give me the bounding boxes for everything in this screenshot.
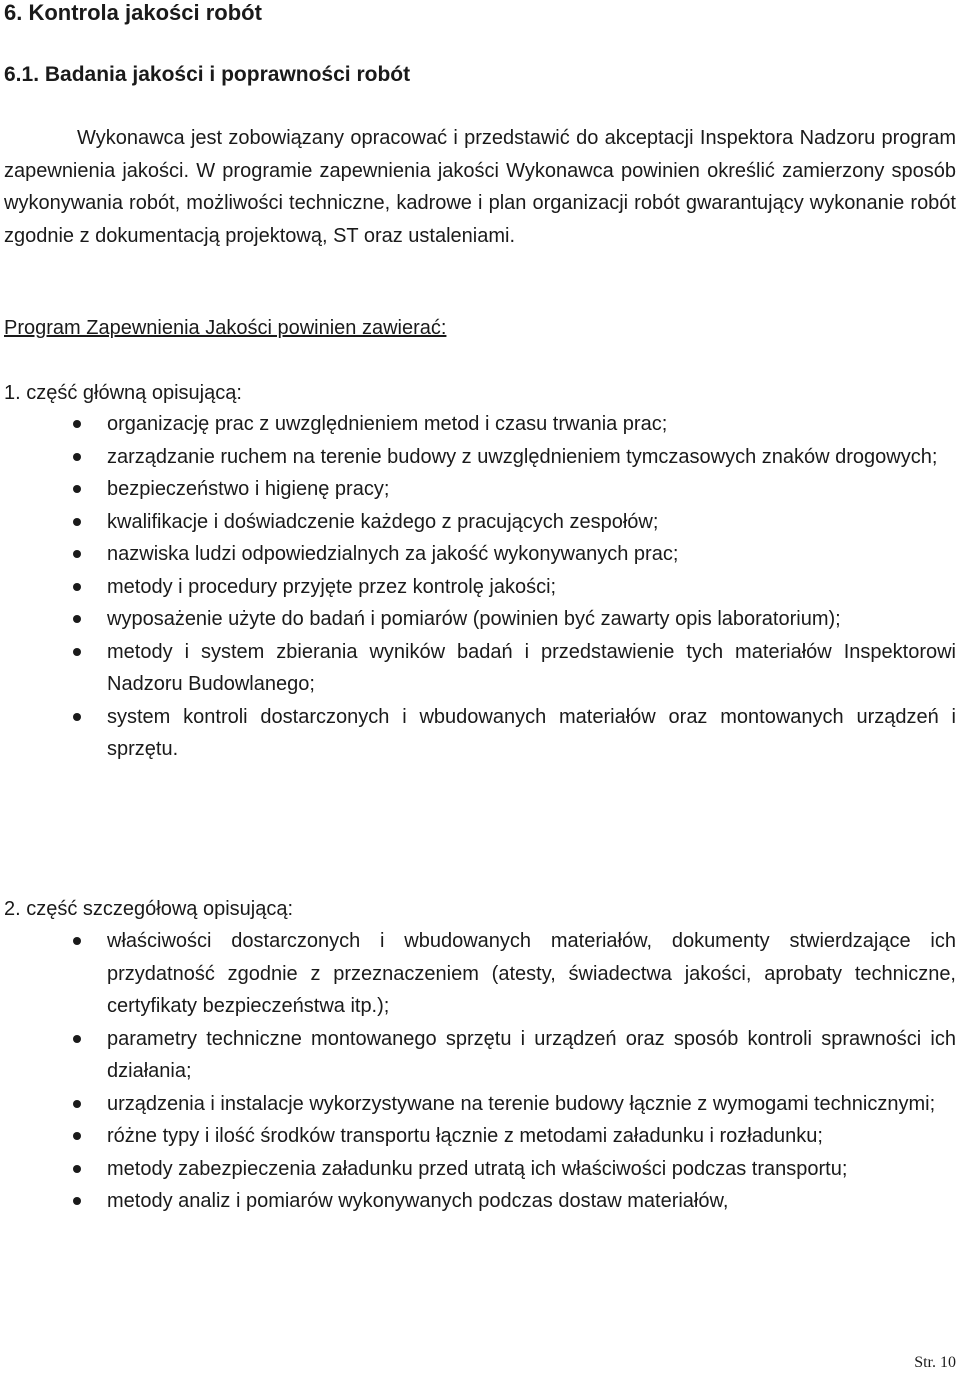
list-item: organizację prac z uwzględnieniem metod i czasu trwania prac; — [0, 408, 960, 441]
list-item: metody zabezpieczenia załadunku przed utratą ich właściwości podczas transportu; — [0, 1153, 960, 1186]
section-heading: 6. Kontrola jakości robót — [4, 0, 262, 25]
list-item: wyposażenie użyte do badań i pomiarów (powinien być zawarty opis laboratorium); — [0, 603, 960, 636]
list-item: metody i system zbierania wyników badań i przedstawienie tych materiałów Inspektorowi Nadzoru Budowlanego; — [0, 636, 960, 701]
section2-list — [0, 925, 960, 1218]
list-item: zarządzanie ruchem na terenie budowy z uwzględnieniem tymczasowych znaków drogowych; — [0, 441, 960, 474]
intro-paragraph: Wykonawca jest zobowiązany opracować i przedstawić do akceptacji Inspektora Nadzoru program zapewnienia jakości. W programie zapewnienia jakości Wykonawca powinien określić zamierzony sposób wykonywania robót, możliwości techniczne, kadrowe i plan organizacji robót gwarantujący wykonanie robót zgodnie z dokumentacją projektową, ST oraz ustaleniami. — [4, 127, 956, 247]
subsection-heading: 6.1. Badania jakości i poprawności robót — [4, 63, 411, 86]
program-label: Program Zapewnienia Jakości powinien zawierać: — [4, 317, 447, 339]
page-number: Str. 10 — [914, 1354, 956, 1371]
bullet-icon — [73, 1165, 81, 1173]
bullet-icon — [73, 550, 81, 558]
bullet-icon — [73, 485, 81, 493]
list-item: kwalifikacje i doświadczenie każdego z pracujących zespołów; — [0, 506, 960, 539]
list-item: nazwiska ludzi odpowiedzialnych za jakość wykonywanych prac; — [0, 538, 960, 571]
bullet-icon — [73, 420, 81, 428]
list-item: parametry techniczne montowanego sprzętu i urządzeń oraz sposób kontroli sprawności ich działania; — [0, 1023, 960, 1088]
section2-label: 2. część szczegółową opisującą: — [4, 898, 294, 920]
bullet-icon — [73, 648, 81, 656]
bullet-icon — [73, 1035, 81, 1043]
bullet-icon — [73, 1197, 81, 1205]
bullet-icon — [73, 453, 81, 461]
bullet-icon — [73, 1100, 81, 1108]
list-item: metody i procedury przyjęte przez kontrolę jakości; — [0, 571, 960, 604]
list-item: system kontroli dostarczonych i wbudowanych materiałów oraz montowanych urządzeń i sprzętu. — [0, 701, 960, 766]
list-item: bezpieczeństwo i higienę pracy; — [0, 473, 960, 506]
bullet-icon — [73, 583, 81, 591]
list-item: właściwości dostarczonych i wbudowanych materiałów, dokumenty stwierdzające ich przydatność zgodnie z przeznaczeniem (atesty, świadectwa jakości, aprobaty techniczne, certyfikaty bezpieczeństwa itp.); — [0, 925, 960, 1023]
list-item: urządzenia i instalacje wykorzystywane na terenie budowy łącznie z wymogami technicznymi; — [0, 1088, 960, 1121]
list-item: metody analiz i pomiarów wykonywanych podczas dostaw materiałów, — [0, 1185, 960, 1218]
list-item: różne typy i ilość środków transportu łącznie z metodami załadunku i rozładunku; — [0, 1120, 960, 1153]
bullet-icon — [73, 713, 81, 721]
bullet-icon — [73, 1132, 81, 1140]
section1-list — [0, 408, 960, 766]
bullet-icon — [73, 937, 81, 945]
bullet-icon — [73, 518, 81, 526]
section1-label: 1. część główną opisującą: — [4, 382, 242, 404]
bullet-icon — [73, 615, 81, 623]
